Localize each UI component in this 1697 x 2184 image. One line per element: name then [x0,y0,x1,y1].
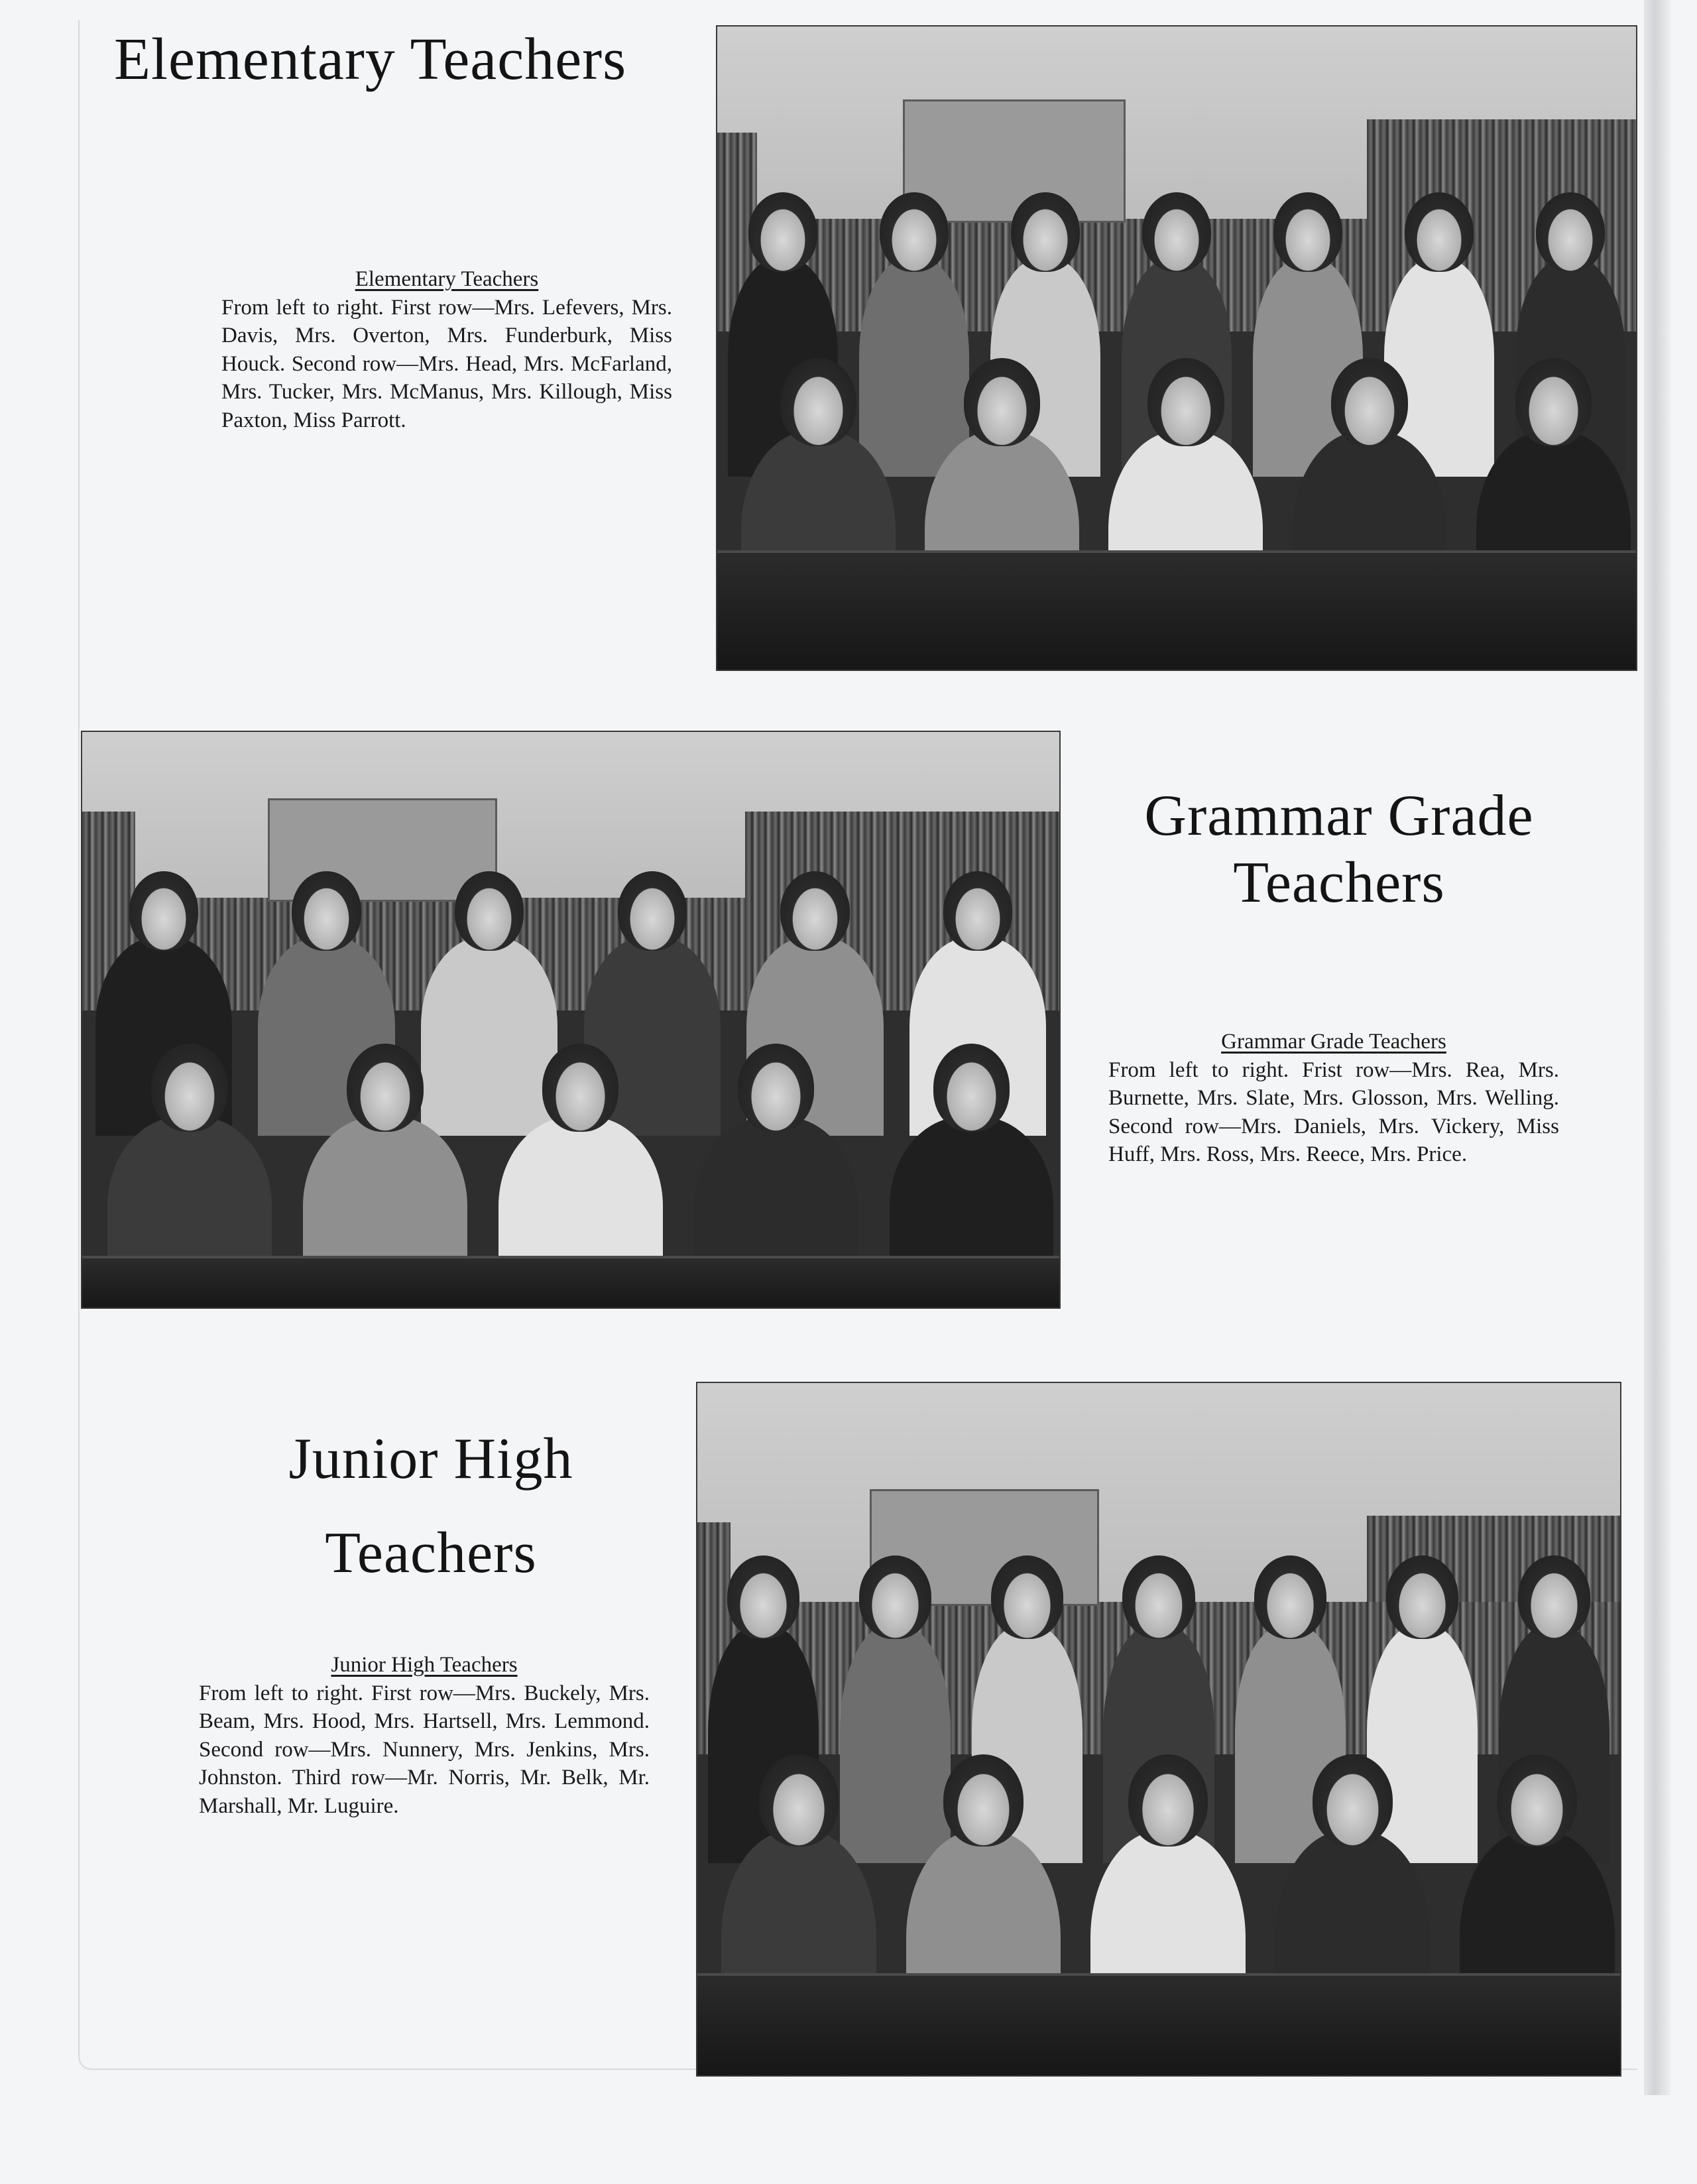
teacher-head [618,871,687,951]
teacher-head [1254,1555,1326,1639]
teacher-head [1011,192,1081,272]
desk [697,1973,1620,2075]
teacher-head [542,1044,619,1132]
teacher-head [859,1555,931,1639]
teacher-head [1518,1555,1590,1639]
grammar-grade-teachers-title [1114,782,1564,916]
title-line-2: Teachers [325,1521,537,1585]
title-line-2: Teachers [1233,851,1445,916]
teacher-head [1273,192,1343,272]
teacher-head [1386,1555,1458,1639]
teacher-head [759,1754,839,1847]
desk [717,550,1636,670]
caption-body: From left to right. Frist row—Mrs. Rea, Mrs. Burnette, Mrs. Slate, Mrs. Glosson, Mrs. Welling. Second row—Mrs. Daniels, Mrs. Vickery, Miss Huff, Mrs. Ross, Mrs. Reece, Mrs. Price. [1108,1058,1559,1166]
teacher-head [748,192,818,272]
teacher-head [1142,192,1212,272]
caption-heading: Junior High Teachers [331,1653,518,1677]
teacher-head [964,358,1041,446]
teacher-head [780,871,850,951]
caption-heading: Elementary Teachers [355,267,539,291]
teacher-head [1128,1754,1208,1847]
junior-high-teachers-photo [697,1383,1620,2075]
teacher-head [1497,1754,1577,1847]
teacher-head [1405,192,1474,272]
teacher-head [1331,358,1408,446]
title-line-1: Grammar Grade [1144,784,1534,848]
junior-high-teachers-caption [199,1651,650,1820]
caption-body: From left to right. First row—Mrs. Lefevers, Mrs. Davis, Mrs. Overton, Mrs. Funderburk, Miss Houck. Second row—Mrs. Head, Mrs. McFarland, Mrs. Tucker, Mrs. McManus, Mrs. Killough, Miss Paxton, Miss Parrott. [221,295,672,432]
teacher-head [1536,192,1606,272]
caption-body: From left to right. First row—Mrs. Buckely, Mrs. Beam, Mrs. Hood, Mrs. Hartsell, Mrs. Lemmond. Second row—Mrs. Nunnery, Mrs. Jenkins, Mrs. Johnston. Third row—Mr. Norris, Mr. Belk, Mr. Marshall, Mr. Luguire. [199,1681,650,1818]
teacher-head [727,1555,799,1639]
elementary-teachers-photo [717,27,1636,670]
teacher-head [943,871,1013,951]
grammar-grade-teachers-caption [1108,1028,1559,1169]
desk [82,1256,1059,1307]
page-binding-strip [1644,0,1670,2095]
teacher-head [933,1044,1010,1132]
teacher-head [151,1044,228,1132]
teacher-head [455,871,524,951]
elementary-teachers-caption [221,265,672,434]
teacher-head [943,1754,1024,1847]
teacher-head [1122,1555,1195,1639]
grammar-grade-teachers-photo [82,732,1059,1307]
caption-heading: Grammar Grade Teachers [1221,1030,1446,1054]
teacher-head [991,1555,1063,1639]
teacher-head [1515,358,1592,446]
title-line-1: Junior High [288,1427,573,1491]
teacher-head [129,871,199,951]
teacher-head [780,358,857,446]
teacher-head [292,871,361,951]
teacher-head [738,1044,815,1132]
teacher-head [347,1044,424,1132]
teacher-head [880,192,949,272]
teacher-head [1313,1754,1393,1847]
junior-high-teachers-title [199,1412,663,1601]
elementary-teachers-title: Elementary Teachers [114,27,627,92]
teacher-head [1147,358,1224,446]
